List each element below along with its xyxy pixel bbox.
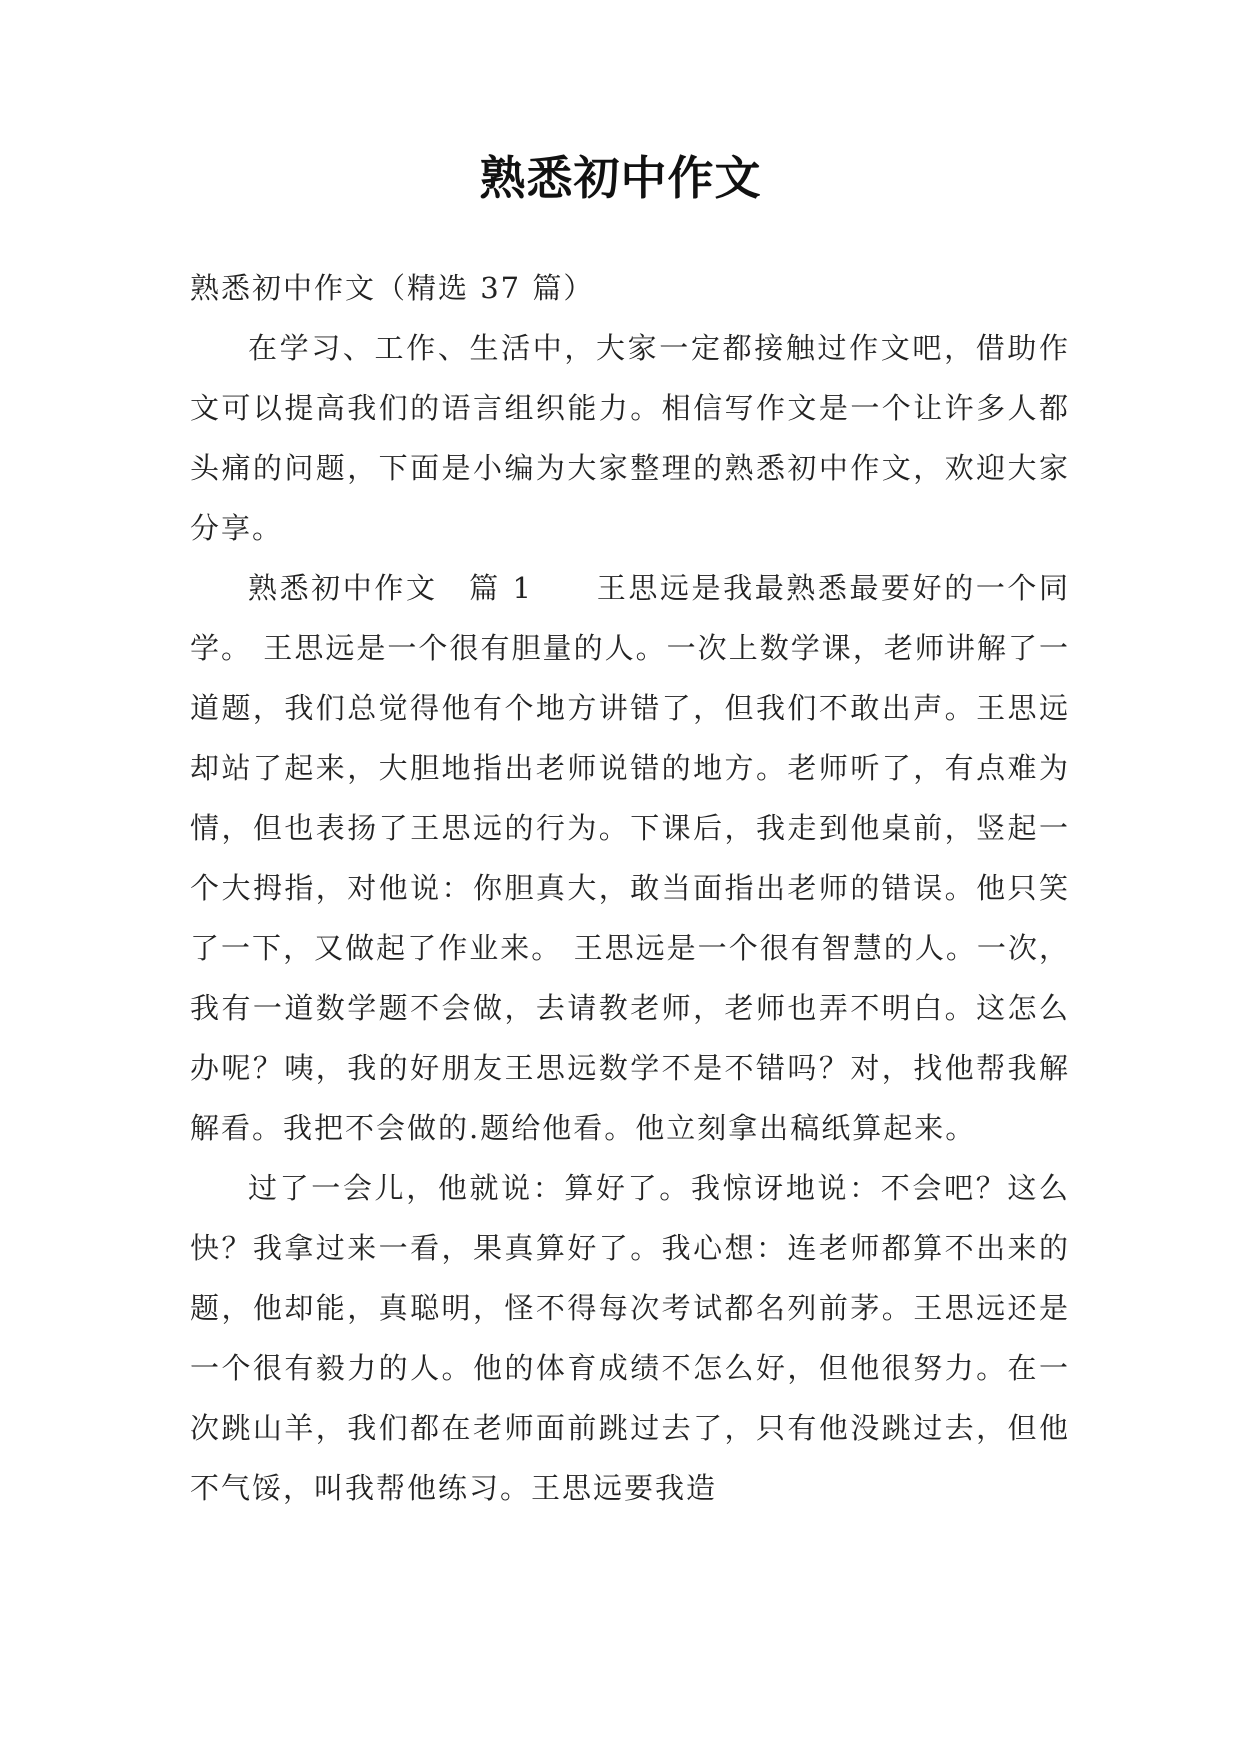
document-title: 熟悉初中作文 xyxy=(479,151,762,205)
intro-paragraph: 在学习、工作、生活中，大家一定都接触过作文吧，借助作文可以提高我们的语言组织能力。相信写作文是一个让许多人都头痛的问题，下面是小编为大家整理的熟悉初中作文，欢迎大家分享。 xyxy=(190,331,1070,545)
document-body xyxy=(190,258,1070,1518)
document-subtitle: 熟悉初中作文（精选 37 篇） xyxy=(190,271,595,305)
essay-paragraph-2: 过了一会儿，他就说：算好了。我惊讶地说：不会吧？这么快？我拿过来一看，果真算好了。我心想：连老师都算不出来的题，他却能，真聪明，怪不得每次考试都名列前茅。王思远还是一个很有毅力的人。他的体育成绩不怎么好，但他很努力。在一次跳山羊，我们都在老师面前跳过去了，只有他没跳过去，但他不气馁，叫我帮他练习。王思远要我造 xyxy=(190,1171,1070,1505)
essay-paragraph-1: 熟悉初中作文 篇 1 王思远是我最熟悉最要好的一个同学。 王思远是一个很有胆量的人。一次上数学课，老师讲解了一道题，我们总觉得他有个地方讲错了，但我们不敢出声。王思远却站了起来，大胆地指出老师说错的地方。老师听了，有点难为情，但也表扬了王思远的行为。下课后，我走到他桌前，竖起一个大拇指，对他说：你胆真大，敢当面指出老师的错误。他只笑了一下，又做起了作业来。 王思远是一个很有智慧的人。一次，我有一道数学题不会做，去请教老师，老师也弄不明白。这怎么办呢？咦，我的好朋友王思远数学不是不错吗？对，找他帮我解解看。我把不会做的.题给他看。他立刻拿出稿纸算起来。 xyxy=(190,571,1070,1145)
